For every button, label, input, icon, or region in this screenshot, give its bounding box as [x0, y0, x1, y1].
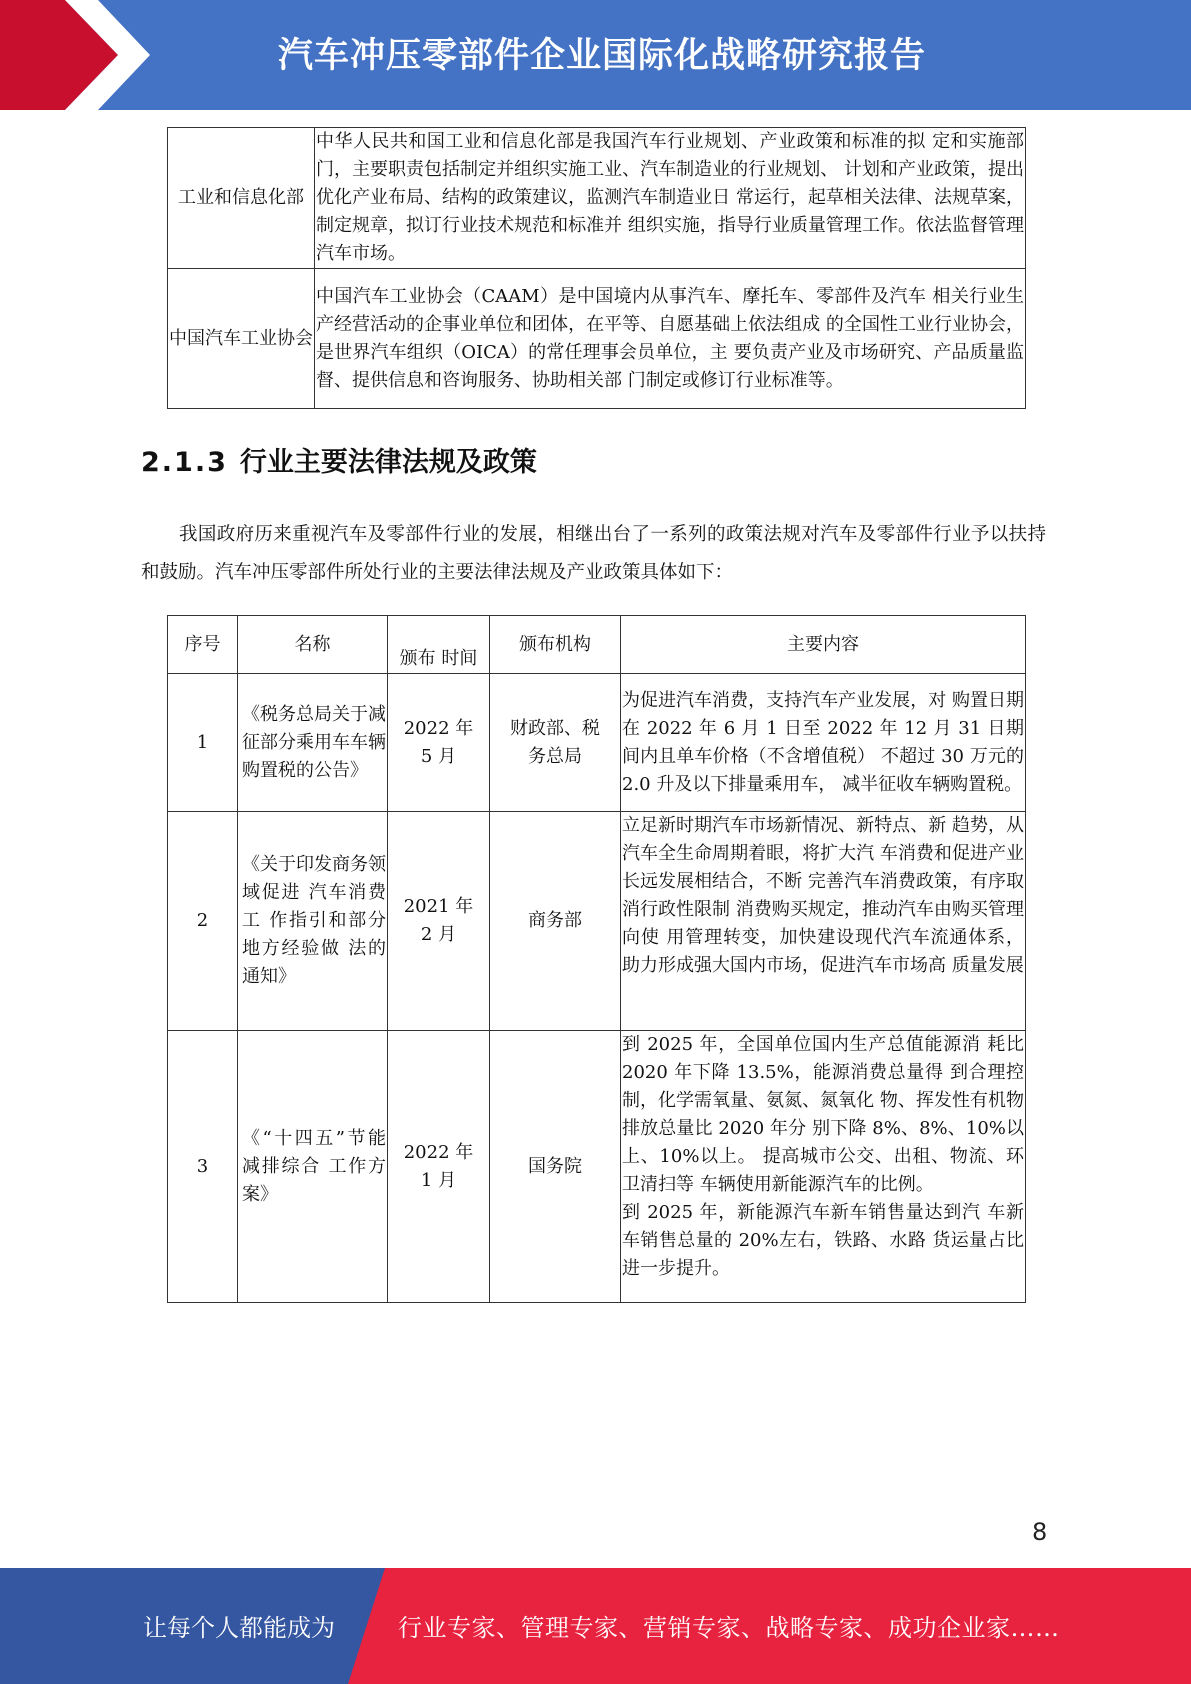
issue-date: 2022 年 1 月: [388, 1031, 490, 1303]
issue-date: 2021 年 2 月: [388, 812, 490, 1031]
policy-table: [167, 615, 1026, 1303]
policy-name: 《税务总局关于减征部分乘用车车辆购置税的公告》: [238, 674, 388, 812]
policy-content: 到 2025 年，全国单位国内生产总值能源消 耗比 2020 年下降 13.5%，能源消费总量得 到合理控制，化学需氧量、氨氮、氮氧化 物、挥发性有机物排放总量比 2020 年分 别下降 8%、8%、10%以上、10%以上。 提高城市公交、出租、物流、环卫清扫等 车辆使用新能源汽车的比例。: [622, 1034, 1024, 1195]
section-number: 2.1.3: [141, 447, 228, 478]
col-header-content: 主要内容: [621, 616, 1026, 674]
policy-content: 到 2025 年，新能源汽车新车销售量达到汽 车新车销售总量的 20%左右，铁路、水路 货运量占比进一步提升。: [622, 1202, 1024, 1279]
policy-name: 《关于印发商务领域促进 汽车消费工 作指引和部分 地方经验做 法的通知》: [238, 812, 388, 1031]
regulator-table: [167, 127, 1026, 409]
org-name: 工业和信息化部: [168, 128, 315, 269]
row-number: 2: [168, 812, 238, 1031]
table-row: [168, 128, 1026, 269]
table-row: [168, 269, 1026, 409]
col-header-agency: 颁布机构: [490, 616, 621, 674]
col-header-no: 序号: [168, 616, 238, 674]
issuing-agency: 商务部: [490, 812, 621, 1031]
policy-name: 《“十四五”节能减排综合 工作方案》: [238, 1031, 388, 1303]
section-heading: [141, 440, 537, 479]
issuing-agency: 国务院: [490, 1031, 621, 1303]
org-name: 中国汽车工业协会: [168, 269, 315, 409]
footer-slogan-right: 行业专家、管理专家、营销专家、战略专家、成功企业家……: [398, 1614, 1060, 1642]
row-number: 3: [168, 1031, 238, 1303]
policy-content: 为促进汽车消费，支持汽车产业发展，对 购置日期在 2022 年 6 月 1 日至 2022 年 12 月 31 日期间内且单车价格（不含增值税） 不超过 30 万元的 2.0 升及以下排量乘用车， 减半征收车辆购置税。: [621, 674, 1026, 812]
policy-content-cell: [621, 1031, 1026, 1303]
policy-content: 立足新时期汽车市场新情况、新特点、新 趋势，从汽车全生命周期着眼，将扩大汽 车消费和促进产业长远发展相结合，不断 完善汽车消费政策，有序取消行政性限制 消费购买规定，推动汽车由购买管理向使 用管理转变，加快建设现代汽车流通体系， 助力形成强大国内市场，促进汽车市场高 质量发展: [621, 812, 1026, 1031]
issue-date: 2022 年 5 月: [388, 674, 490, 812]
org-description: 中华人民共和国工业和信息化部是我国汽车行业规划、产业政策和标准的拟 定和实施部门，主要职责包括制定并组织实施工业、汽车制造业的行业规划、 计划和产业政策，提出优化产业布局、结构的政策建议，监测汽车制造业日 常运行，起草相关法律、法规草案，制定规章，拟订行业技术规范和标准并 组织实施，指导行业质量管理工作。依法监督管理汽车市场。: [315, 128, 1026, 269]
table-header-row: [168, 616, 1026, 674]
col-header-name: 名称: [238, 616, 388, 674]
footer-slogan-left: 让每个人都能成为: [143, 1614, 335, 1642]
table-row: [168, 812, 1026, 1031]
table-row: [168, 674, 1026, 812]
page-header: [0, 0, 1191, 110]
row-number: 1: [168, 674, 238, 812]
col-header-date: 颁布 时间: [388, 616, 490, 674]
table-row: [168, 1031, 1026, 1303]
intro-paragraph: 我国政府历来重视汽车及零部件行业的发展，相继出台了一系列的政策法规对汽车及零部件行业予以扶持和鼓励。汽车冲压零部件所处行业的主要法律法规及产业政策具体如下：: [141, 524, 1046, 583]
issuing-agency: 财政部、税务总局: [490, 674, 621, 812]
page-number: 8: [1032, 1518, 1048, 1546]
section-title: 行业主要法律法规及政策: [239, 447, 537, 478]
page-footer: [0, 1568, 1191, 1684]
org-description: 中国汽车工业协会（CAAM）是中国境内从事汽车、摩托车、零部件及汽车 相关行业生产经营活动的企事业单位和团体，在平等、自愿基础上依法组成 的全国性工业行业协会，是世界汽车组织（OICA）的常任理事会员单位，主 要负责产业及市场研究、产品质量监督、提供信息和咨询服务、协助相关部 门制定或修订行业标准等。: [315, 269, 1026, 409]
report-title: 汽车冲压零部件企业国际化战略研究报告: [278, 36, 927, 76]
